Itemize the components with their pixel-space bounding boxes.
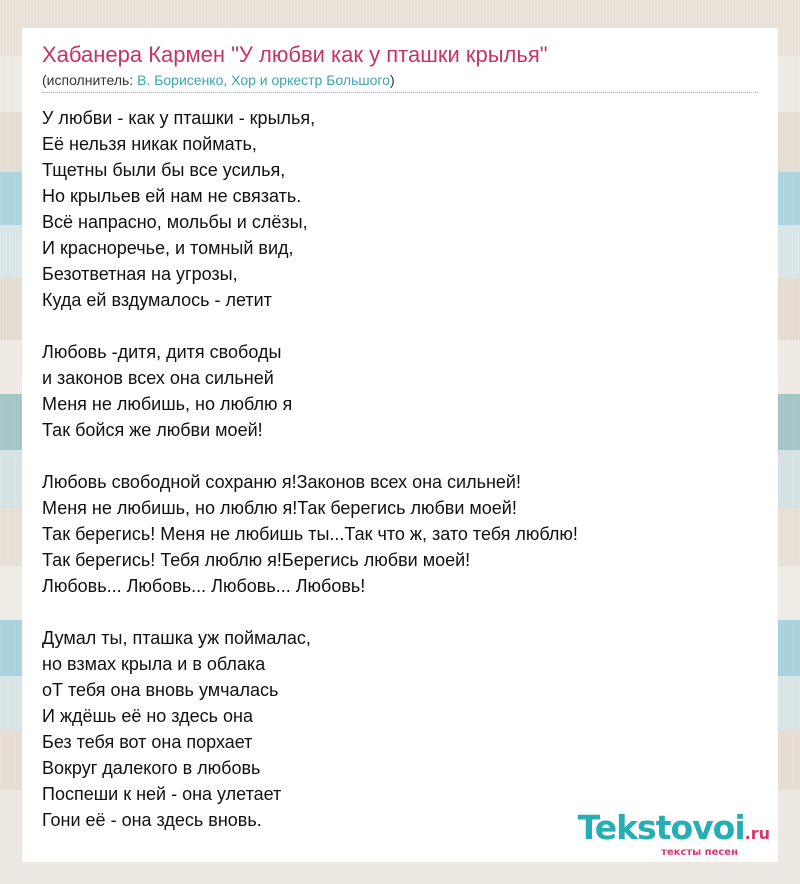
logo-subtitle: тексты песен <box>661 847 738 858</box>
lyric-line: Думал ты, пташка уж поймалас, <box>42 628 311 648</box>
lyric-line: Её нельзя никак поймать, <box>42 134 257 154</box>
lyric-line: Меня не любишь, но люблю я!Так берегись любви моей! <box>42 498 517 518</box>
lyric-line: И красноречье, и томный вид, <box>42 238 294 258</box>
lyrics-text <box>42 105 578 859</box>
lyric-line: И ждёшь её но здесь она <box>42 706 253 726</box>
lyric-line: но взмах крыла и в облака <box>42 654 266 674</box>
lyric-line: Без тебя вот она порхает <box>42 732 253 752</box>
lyric-line: Но крыльев ей нам не связать. <box>42 186 302 206</box>
lyrics-stanza <box>42 469 578 599</box>
lyric-line: У любви - как у пташки - крылья, <box>42 108 316 128</box>
lyric-line: Вокруг далекого в любовь <box>42 758 261 778</box>
lyric-line: Безответная на угрозы, <box>42 264 238 284</box>
lyrics-stanza <box>42 105 578 313</box>
lyric-line: Так бойся же любви моей! <box>42 420 263 440</box>
lyric-line: Меня не любишь, но люблю я <box>42 394 293 414</box>
artist-link[interactable]: В. Борисенко, Хор и оркестр Большого <box>137 72 390 88</box>
title-divider <box>42 92 758 93</box>
lyrics-stanza <box>42 339 578 443</box>
site-logo[interactable] <box>577 808 770 858</box>
lyric-line: и законов всех она сильней <box>42 368 274 388</box>
lyric-line: Куда ей вздумалось - летит <box>42 290 272 310</box>
lyrics-card <box>22 28 778 862</box>
lyric-line: Гони её - она здесь вновь. <box>42 810 262 830</box>
logo-main-text: Tekstovoi <box>577 808 745 847</box>
lyric-line: Так берегись! Меня не любишь ты...Так что ж, зато тебя люблю! <box>42 524 578 544</box>
lyric-line: Любовь свободной сохраню я!Законов всех она сильней! <box>42 472 521 492</box>
artist-suffix: ) <box>389 72 395 88</box>
lyric-line: Всё напрасно, мольбы и слёзы, <box>42 212 308 232</box>
lyric-line: Тщетны были бы все усилья, <box>42 160 286 180</box>
lyric-line: Любовь... Любовь... Любовь... Любовь! <box>42 576 366 596</box>
page-title: Хабанера Кармен "У любви как у пташки крылья" <box>42 42 548 67</box>
artist-prefix: (исполнитель: <box>42 72 138 88</box>
lyrics-stanza <box>42 625 578 833</box>
lyric-line: оТ тебя она вновь умчалась <box>42 680 279 700</box>
lyric-line: Поспеши к ней - она улетает <box>42 784 282 804</box>
lyric-line: Так берегись! Тебя люблю я!Берегись любви моей! <box>42 550 471 570</box>
artist-line <box>42 72 395 88</box>
logo-tld: .ru <box>744 824 770 843</box>
lyric-line: Любовь -дитя, дитя свободы <box>42 342 282 362</box>
